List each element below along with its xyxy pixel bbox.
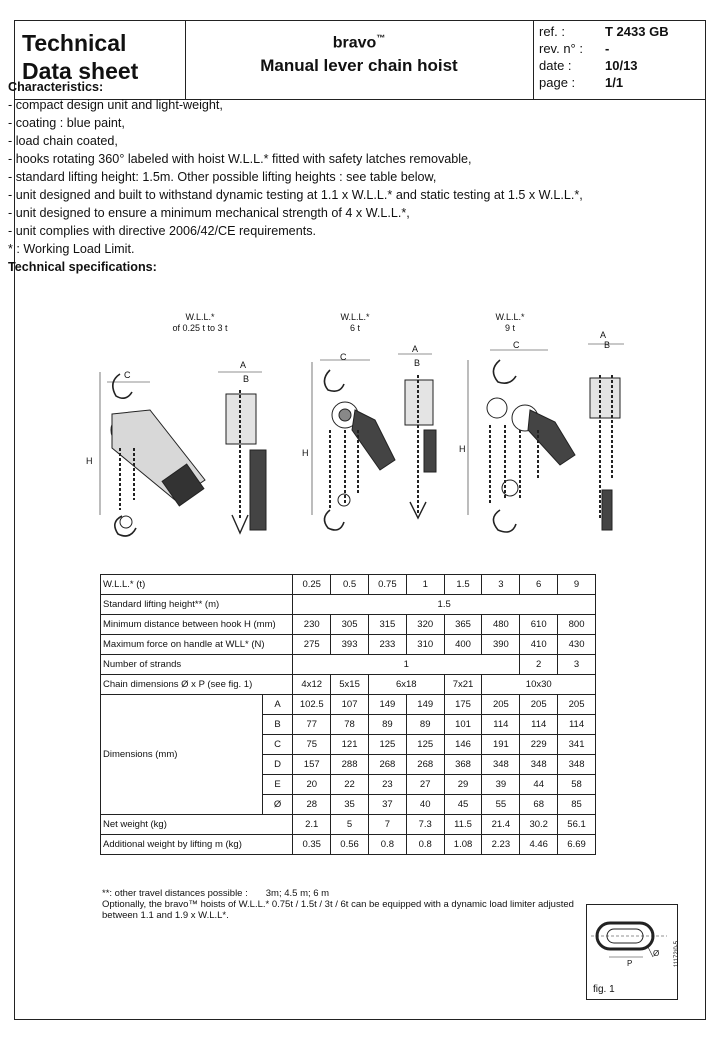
table-row: C 75 121 125 125 146 191 229 341 — [101, 735, 596, 755]
hoist-b-side-view — [398, 354, 436, 518]
fig-b-label-a: A — [412, 344, 419, 354]
footnotes — [102, 888, 574, 921]
meta-page: page : 1/1 — [539, 75, 624, 90]
table-row: Chain dimensions Ø x P (see fig. 1) 4x12 5x15 6x18 7x21 10x30 — [101, 675, 596, 695]
fig-c-label-h: H — [459, 444, 466, 454]
table-row: D 157 288 268 268 368 348 348 348 — [101, 755, 596, 775]
meta-rev: rev. n° : - — [539, 41, 610, 56]
char-item: - standard lifting height: 1.5m. Other possible lifting heights : see table below, — [8, 170, 437, 184]
fig-a-label-h: H — [86, 456, 93, 466]
fig-c-caption: W.L.L.* 9 t — [495, 312, 525, 333]
fig-a-label-c: C — [124, 370, 131, 380]
characteristics-heading: Characteristics: — [8, 80, 104, 94]
spec-table — [100, 574, 596, 855]
table-row: E 20 22 23 27 29 39 44 58 — [101, 775, 596, 795]
meta-ref: ref. : T 2433 GB — [539, 24, 669, 39]
hoist-drawings — [0, 330, 720, 560]
brand-name: bravo™ — [332, 33, 386, 52]
table-row: W.L.L.* (t) 0.25 0.5 0.75 1 1.5 3 6 9 — [101, 575, 596, 595]
table-row: Maximum force on handle at WLL* (N) 275 393 233 310 400 390 410 430 — [101, 635, 596, 655]
char-item: - hooks rotating 360° labeled with hoist W.L.L.* fitted with safety latches removable, — [8, 152, 472, 166]
hoist-a-front-view — [100, 372, 205, 536]
meta-date: date : 10/13 — [539, 58, 638, 73]
fig-c-label-b: B — [604, 340, 611, 350]
fig-b-caption: W.L.L.* 6 t — [340, 312, 370, 333]
hoist-a-side-view — [218, 372, 266, 533]
table-row: B 77 78 89 89 101 114 114 114 — [101, 715, 596, 735]
char-item: - unit complies with directive 2006/42/CE requirements. — [8, 224, 316, 238]
fig-b-label-b: B — [414, 358, 421, 368]
fig-b-label-c: C — [340, 352, 347, 362]
fig-c-label-c: C — [513, 340, 520, 350]
footnote-option-2: between 1.1 and 1.9 x W.L.L*. — [102, 910, 229, 921]
chain-link-figure — [586, 904, 678, 1000]
char-item: - unit designed and built to withstand dynamic testing at 1.1 x W.L.L.* and static testing at 1.5 x W.L.L.*, — [8, 188, 583, 202]
fig1-caption: fig. 1 — [593, 984, 615, 995]
tech-spec-heading: Technical specifications: — [8, 260, 157, 274]
char-item: * : Working Load Limit. — [8, 242, 135, 256]
table-row: Dimensions (mm) A 102.5 107 149 149 175 205 205 205 — [101, 695, 596, 715]
fig-a-label-b: B — [243, 374, 250, 384]
table-row: Standard lifting height** (m) 1.5 — [101, 595, 596, 615]
fig1-p-label: P — [627, 959, 633, 968]
title-line-2: Data sheet — [22, 58, 139, 84]
fig1-code: 11172/0-5 — [674, 941, 680, 968]
fig-c-label-a: A — [600, 330, 607, 340]
hoist-b-front-view — [312, 360, 395, 530]
fig-b-label-h: H — [302, 448, 309, 458]
char-item: - coating : blue paint, — [8, 116, 125, 130]
table-row: Additional weight by lifting m (kg) 0.35 0.56 0.8 0.8 1.08 2.23 4.46 6.69 — [101, 835, 596, 855]
product-name: Manual lever chain hoist — [260, 56, 458, 76]
char-item: - unit designed to ensure a minimum mechanical strength of 4 x W.L.L.*, — [8, 206, 410, 220]
footnote-option-1: Optionally, the bravo™ hoists of W.L.L.* 0.75t / 1.5t / 3t / 6t can be equipped with a dynamic load limiter adjusted — [102, 899, 574, 910]
hoist-c-front-view — [468, 350, 575, 532]
fig1-d-label: Ø — [653, 949, 660, 958]
title-line-1: Technical — [22, 30, 127, 56]
table-row: Net weight (kg) 2.1 5 7 7.3 11.5 21.4 30.2 56.1 — [101, 815, 596, 835]
table-row: Number of strands 1 2 3 — [101, 655, 596, 675]
fig-a-label-a: A — [240, 360, 247, 370]
characteristics — [8, 78, 583, 276]
fig-a-caption: W.L.L.* of 0.25 t to 3 t — [172, 312, 228, 333]
table-row: Minimum distance between hook H (mm) 230 305 315 320 365 480 610 800 — [101, 615, 596, 635]
table-row: Ø 28 35 37 40 45 55 68 85 — [101, 795, 596, 815]
hoist-c-side-view — [588, 344, 624, 530]
footnote-travel: **: other travel distances possible : 3m; 4.5 m; 6 m — [102, 888, 330, 899]
char-item: - load chain coated, — [8, 134, 118, 148]
char-item: - compact design unit and light-weight, — [8, 98, 223, 112]
